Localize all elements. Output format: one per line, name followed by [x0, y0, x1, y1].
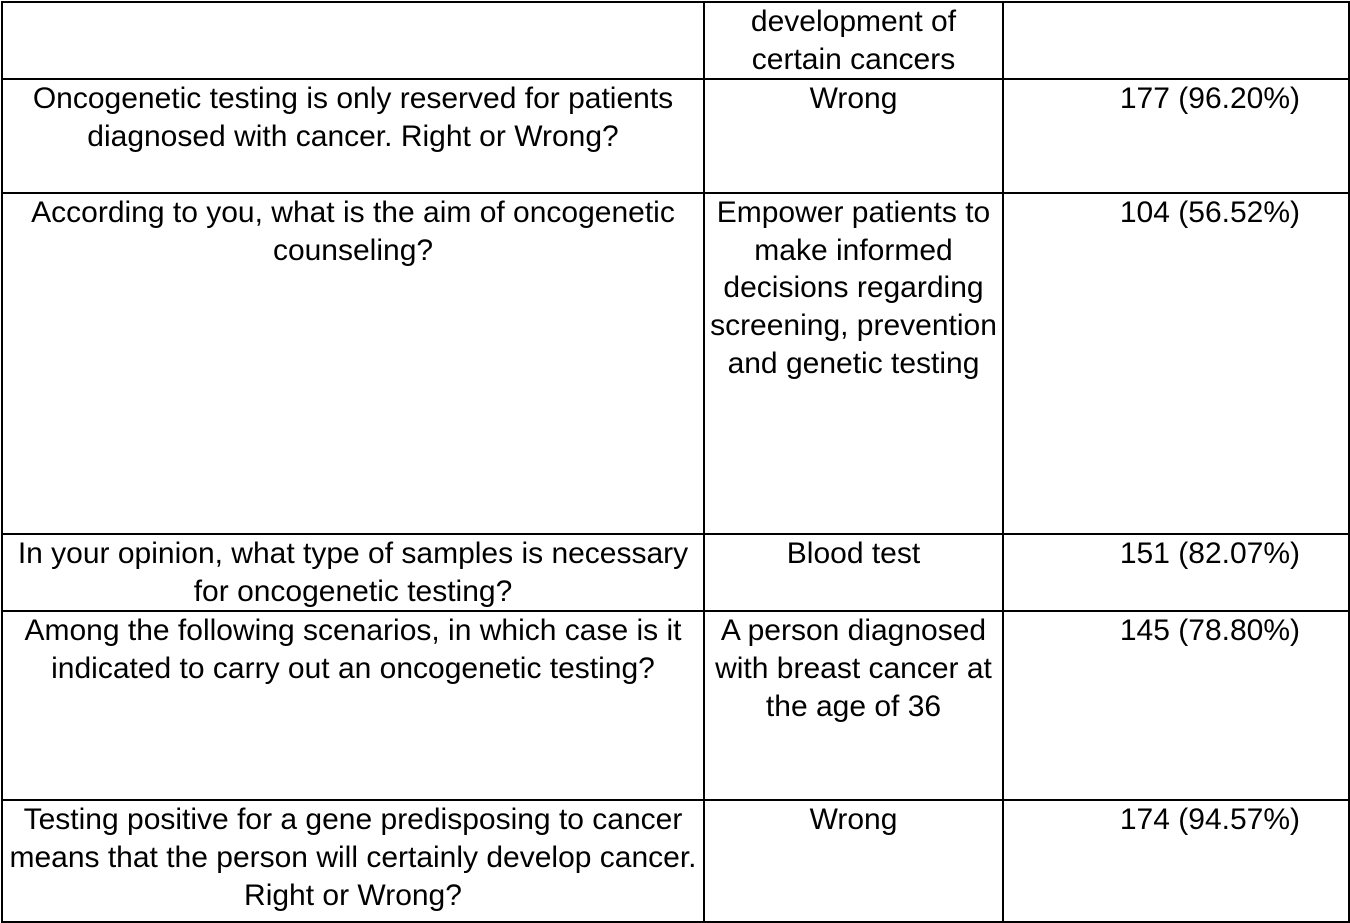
answer-cell: Wrong — [704, 800, 1003, 922]
count-cell: 104 (56.52%) — [1003, 193, 1349, 534]
table-row — [2, 79, 1349, 193]
question-cell: Among the following scenarios, in which case is it indicated to carry out an oncogenetic testing? — [2, 611, 704, 800]
table-row — [2, 193, 1349, 534]
answer-cell: Empower patients to make informed decisions regarding screening, prevention and genetic testing — [704, 193, 1003, 534]
count-cell: 145 (78.80%) — [1003, 611, 1349, 800]
question-cell: Oncogenetic testing is only reserved for patients diagnosed with cancer. Right or Wrong? — [2, 79, 704, 193]
answer-cell: Blood test — [704, 534, 1003, 611]
table-row — [2, 2, 1349, 79]
question-cell: According to you, what is the aim of oncogenetic counseling? — [2, 193, 704, 534]
question-cell — [2, 2, 704, 79]
table-row — [2, 611, 1349, 800]
count-cell: 174 (94.57%) — [1003, 800, 1349, 922]
question-cell: Testing positive for a gene predisposing to cancer means that the person will certainly develop cancer. Right or Wrong? — [2, 800, 704, 922]
table-row — [2, 534, 1349, 611]
table-row — [2, 800, 1349, 922]
answer-cell: Wrong — [704, 79, 1003, 193]
answer-cell: development of certain cancers — [704, 2, 1003, 79]
answer-cell: A person diagnosed with breast cancer at the age of 36 — [704, 611, 1003, 800]
question-cell: In your opinion, what type of samples is necessary for oncogenetic testing? — [2, 534, 704, 611]
count-cell — [1003, 2, 1349, 79]
knowledge-table — [1, 1, 1350, 923]
count-cell: 151 (82.07%) — [1003, 534, 1349, 611]
count-cell: 177 (96.20%) — [1003, 79, 1349, 193]
